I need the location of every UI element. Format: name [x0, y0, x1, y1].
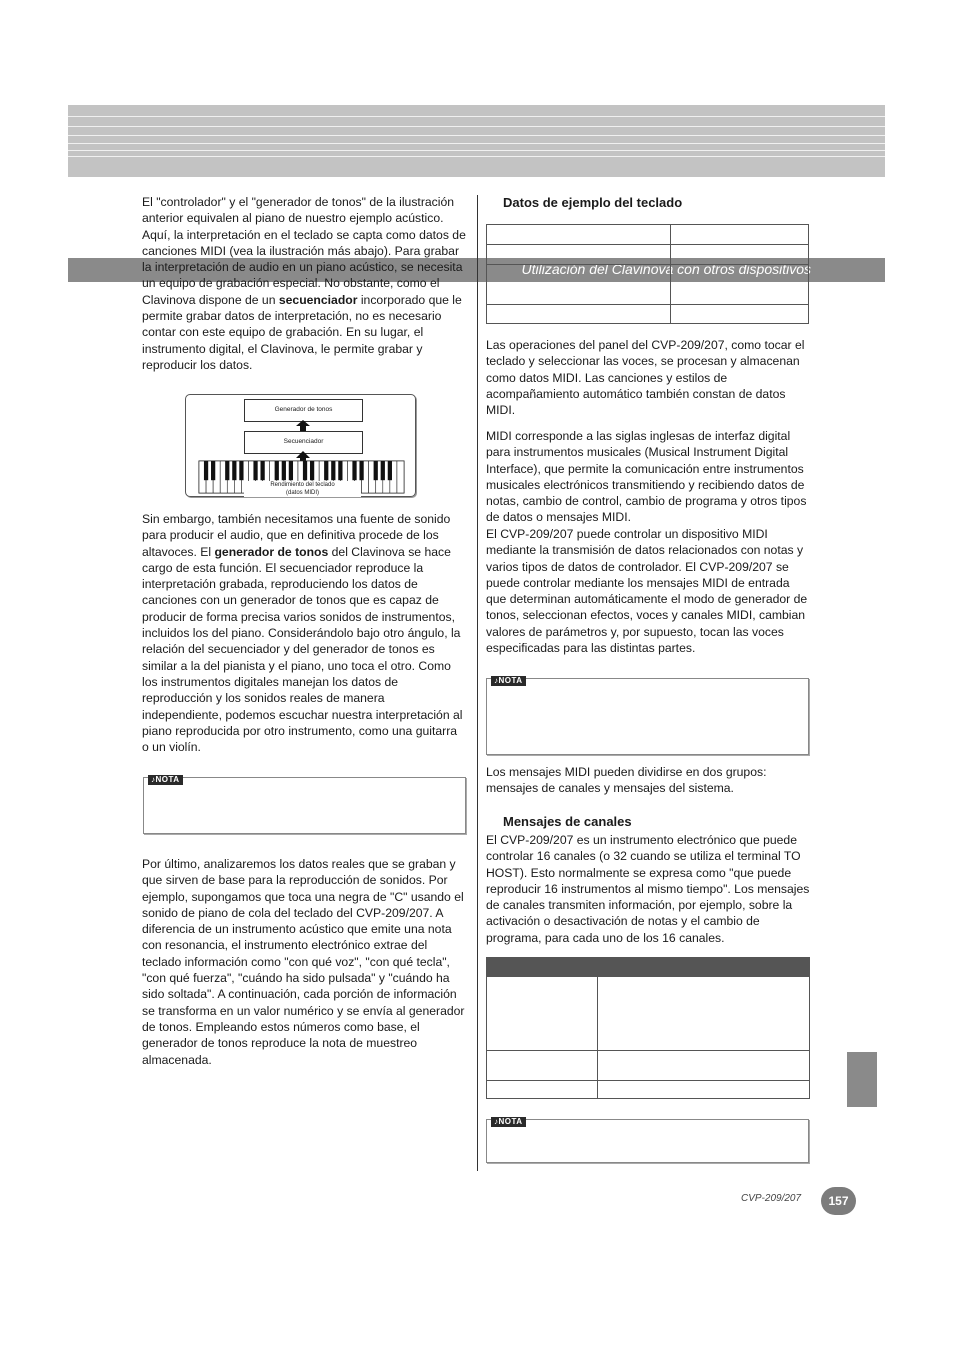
table-cell	[671, 305, 809, 324]
diagram-caption	[244, 481, 361, 497]
right-paragraph-3: El CVP-209/207 puede controlar un dispositivo MIDI mediante la transmisión de datos relacionados con notas y varios tipos de datos de controlador. El CVP-209/207 se puede controlar mediante los mensajes MIDI de entrada que determinan automáticamente el modo de generador de tonos, seleccionan efectos, voces y canales MIDI, cambian valores de parámetros y, por supuesto, tocan las voces especificadas para las distintas partes.	[486, 527, 808, 656]
diagram-caption-line2: (datos MIDI)	[285, 490, 319, 496]
table-cell	[487, 225, 671, 245]
note-label: ♪NOTA	[148, 775, 183, 785]
note-label: ♪NOTA	[491, 1117, 526, 1127]
table-cell	[598, 977, 810, 1051]
table-cell	[487, 305, 671, 324]
table-cell	[487, 245, 671, 265]
black-key	[374, 461, 378, 480]
table-cell	[487, 977, 598, 1051]
table-header-cell	[598, 958, 810, 977]
diagram-box-sequencer: Secuenciador	[244, 431, 363, 454]
black-key	[225, 461, 229, 480]
note-label: ♪NOTA	[491, 676, 526, 686]
left-paragraph-3: Por último, analizaremos los datos reales que se graban y que sirven de base para la reproducción de sonidos. Por ejemplo, supongamos que toca una negra de "C" usando el sonido de piano de cola del teclado del CVP-209/207. A diferencia de un instrumento acústico que emite una nota con resonancia, el instrumento electrónico extrae del teclado información como "con qué voz", "con qué tecla", "con qué fuerza", "cuándo ha sido pulsada" y "cuándo ha sido soltada". A continuación, cada porción de información se transforma en un valor numérico y se envía al generador de tonos. Empleando estos números como base, el generador de tonos reproduce la nota de muestreo almacenada.	[142, 857, 465, 1067]
music-note-icon: ♪	[494, 1117, 499, 1126]
table-cell	[487, 1081, 598, 1099]
black-key	[359, 461, 363, 480]
black-key	[204, 461, 208, 480]
diagram-box-tone-generator: Generador de tonos	[244, 399, 363, 422]
black-key	[289, 461, 293, 480]
black-key	[239, 461, 243, 480]
black-key	[261, 461, 265, 480]
diagram-caption-line1: Rendimiento del teclado	[270, 482, 335, 488]
black-key	[381, 461, 385, 480]
footer-model: CVP-209/207	[741, 1193, 802, 1204]
black-key	[388, 461, 392, 480]
music-note-icon: ♪	[494, 676, 499, 685]
table-header-cell	[487, 958, 598, 977]
black-key	[232, 461, 236, 480]
black-key	[275, 461, 279, 480]
chapter-title: Utilización del Clavinova con otros dispositivos	[521, 261, 811, 277]
white-key	[397, 461, 404, 493]
table-cell	[487, 265, 671, 305]
note-box-left	[143, 777, 466, 834]
channel-messages-table	[486, 957, 810, 1099]
black-key	[253, 461, 257, 480]
black-key	[282, 461, 286, 480]
table-cell	[487, 1051, 598, 1081]
black-key	[303, 461, 307, 480]
right-paragraph-1: Las operaciones del panel del CVP-209/207, como tocar el teclado y seleccionar las voces, se procesan y almacenan como datos MIDI. Las canciones y estilos de acompañamiento automático también constan de datos MIDI.	[486, 338, 805, 418]
heading-keyboard-data: Datos de ejemplo del teclado	[503, 195, 683, 210]
note-box-right-2	[486, 1119, 809, 1163]
keyboard-data-table	[486, 224, 809, 324]
chapter-side-tab	[847, 1052, 877, 1107]
table-cell	[671, 225, 809, 245]
heading-channel-messages: Mensajes de canales	[503, 814, 632, 829]
black-key	[331, 461, 335, 480]
black-key	[324, 461, 328, 480]
black-key	[338, 461, 342, 480]
table-cell	[598, 1081, 810, 1099]
table-cell	[671, 265, 809, 305]
black-key	[211, 461, 215, 480]
black-key	[310, 461, 314, 480]
note-box-right-1	[486, 678, 809, 755]
table-cell	[598, 1051, 810, 1081]
page-number: 157	[821, 1187, 856, 1215]
right-paragraph-2: MIDI corresponde a las siglas inglesas de interfaz digital para instrumentos musicales (Musical Instrument Digital Interface), que permite la comunicación entre instrumentos musicales electrónicos transmitiendo y recibiendo datos de notas, cambio de control, cambio de programa y otros tipos de datos o mensajes MIDI.	[486, 429, 807, 525]
right-paragraph-4: Los mensajes MIDI pueden dividirse en dos grupos: mensajes de canales y mensajes del sistema.	[486, 765, 767, 796]
table-cell	[671, 245, 809, 265]
right-paragraph-5: El CVP-209/207 es un instrumento electrónico que puede controlar 16 canales (o 32 cuando se utiliza el terminal TO HOST). Esto normalmente se expresa como "que puede reproducir 16 instrumentos al mismo tiempo". Los mensajes de canales transmiten información, por ejemplo, sobre la activación o desactivación de notas y el cambio de programa, para cada uno de los 16 canales.	[486, 833, 810, 945]
left-paragraph-2: Sin embargo, también necesitamos una fuente de sonido para producir el audio, que en definitiva procede de los altavoces. El generador de tonos del Clavinova se hace cargo de esta función. El secuenciador reproduce la interpretación grabada, reproduciendo los datos de canciones con un generador de tonos que es capaz de producir de forma precisa varios sonidos de instrumentos, incluidos los del piano. Considerándolo bajo otro ángulo, la relación del secuenciador y del generador de tonos es similar a la del pianista y el piano, uno toca el otro. Como los instrumentos digitales manejan los datos de reproducción y los sonidos reales de manera independiente, podemos escuchar nuestra interpretación al piano reproducida por otro instrumento, como una guitarra o un violín.	[142, 512, 463, 755]
black-key	[352, 461, 356, 480]
left-paragraph-1: El "controlador" y el "generador de tonos" de la ilustración anterior equivalen al piano de nuestro ejemplo acústico. Aquí, la interpretación en el teclado se capta como datos de canciones MIDI (vea la ilustración más abajo). Para grabar la interpretación de audio en un piano acústico, se necesita un equipo de grabación especial. No obstante, como el Clavinova dispone de un secuenciador incorporado que le permite grabar datos de interpretación, no es necesario contar con este equipo de grabación. En su lugar, el instrumento digital, el Clavinova, le permite grabar y reproducir los datos.	[142, 195, 466, 372]
column-divider	[477, 195, 478, 1171]
sequencer-diagram	[185, 394, 416, 497]
music-note-icon: ♪	[151, 775, 156, 784]
